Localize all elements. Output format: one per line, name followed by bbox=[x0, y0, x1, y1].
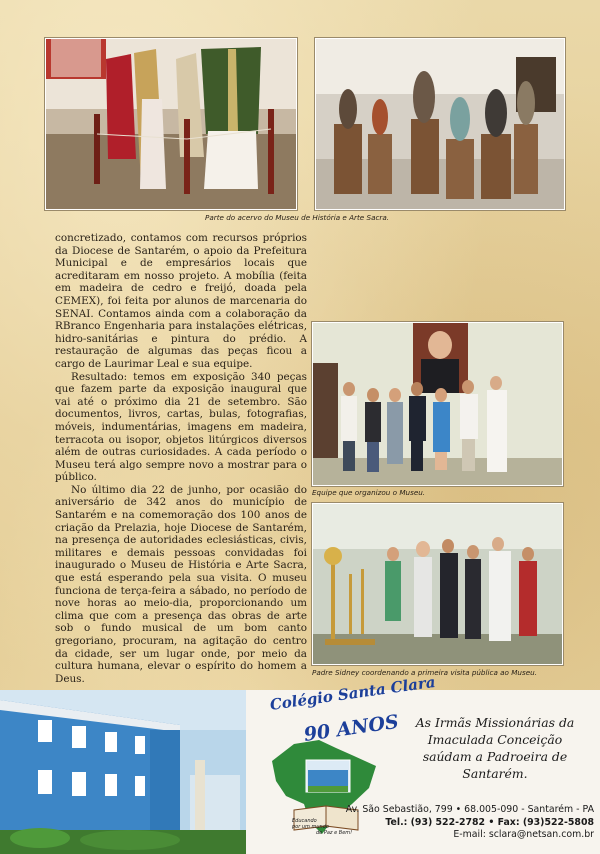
photo-visit bbox=[312, 503, 563, 665]
vestments-photo bbox=[46, 39, 296, 209]
visit-photo bbox=[313, 504, 562, 664]
photo-statues bbox=[315, 38, 565, 210]
caption-team: Equipe que organizou o Museu. bbox=[312, 488, 426, 497]
school-tagline: Educando por um mundo de Paz e Bem! bbox=[292, 818, 353, 836]
paragraph-2: Resultado: temos em exposição 340 peças que fazem parte da exposição inaugural que vai até o próximo dia 21 de setembro. São documentos, livros, cartas, bulas, fotografias, móveis, indumentárias, imagens em madeira, terracota ou isopor, objetos litúrgicos diversos além de outras curiosidades. A cada período o Museu terá algo sempre novo a mostrar para o público. bbox=[55, 370, 307, 484]
photo-vestments bbox=[45, 38, 297, 210]
paragraph-1: concretizado, contamos com recursos próprios da Diocese de Santarém, o apoio da Prefeitura Municipal e de empresários locais que acreditaram em nosso projeto. A mobília (feita em madeira de cedro e freijó, doada pela CEMEX), foi feita por alunos de marcenaria do SENAI. Contamos ainda com a colaboração da RBranco Engenharia para instalações elétricas, hidro-sanitárias e pintura do prédio. A restauração de algumas das peças ficou a cargo de Laurimar Leal e sua equipe. bbox=[55, 232, 307, 370]
contact-info bbox=[346, 804, 594, 842]
paragraph-3: No último dia 22 de junho, por ocasião do aniversário de 342 anos do município de Santarém e na comemoração dos 100 anos de criação da Prelazia, hoje Diocese de Santarém, na presença de autoridades eclesiásticas, civis, militares e demais pessoas convidadas foi inaugurado o Museu de História e Arte Sacra, que está esperando pela sua visita. O museu funciona de terça-feira a sábado, no período de nove horas ao meio-dia, proporcionando um clima que com a presença das obras de arte sob o fundo musical de um bom canto gregoriano, procuram, na agitação do centro da cidade, ser um lugar onde, por meio da cultura humana, elevar o espírito do homem a Deus. bbox=[55, 483, 307, 685]
email: E-mail: sclara@netsan.com.br bbox=[453, 829, 594, 841]
caption-visit: Padre Sidney coordenando a primeira visita pública ao Museu. bbox=[312, 668, 537, 677]
phones: Tel.: (93) 522-2782 • Fax: (93)522-5808 bbox=[385, 816, 594, 828]
greeting-text: As Irmãs Missionárias da Imaculada Conceição saúdam a Padroeira de Santarém. bbox=[415, 715, 575, 781]
school-anniversary: 90 ANOS bbox=[302, 710, 401, 746]
article-text bbox=[55, 232, 307, 685]
address: Av. São Sebastião, 799 • 68.005-090 - Santarém - PA bbox=[345, 804, 594, 815]
caption-collection: Parte do acervo do Museu de História e Arte Sacra. bbox=[205, 213, 390, 222]
photo-team bbox=[312, 322, 563, 486]
building-photo bbox=[0, 690, 246, 854]
group-photo bbox=[313, 323, 562, 485]
statues-photo bbox=[316, 39, 564, 209]
school-name: Colégio Santa Clara bbox=[268, 672, 437, 714]
school-building-photo bbox=[0, 690, 246, 854]
